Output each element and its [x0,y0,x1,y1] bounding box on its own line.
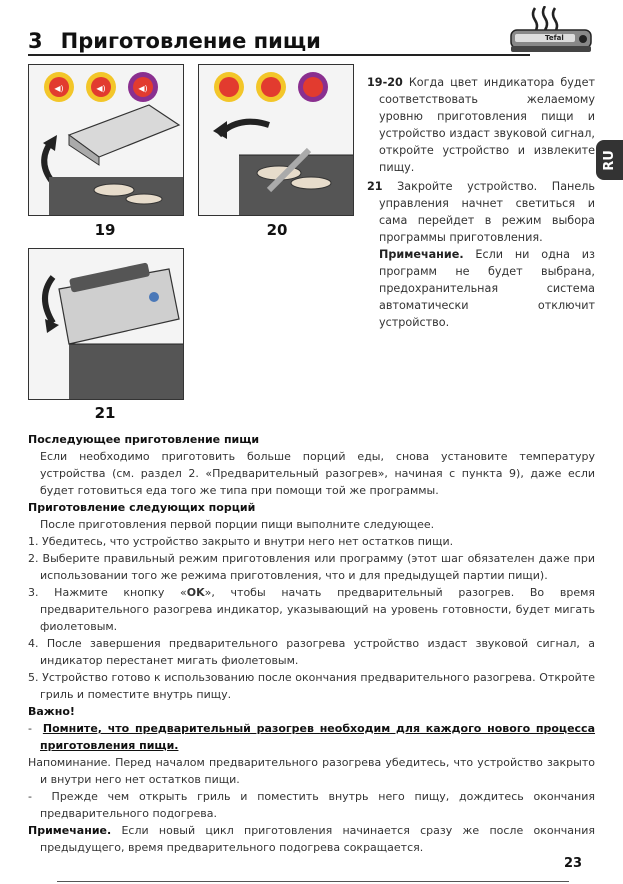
figure-20-label: 20 [266,221,288,239]
body-text [28,431,595,856]
list-item: 3. Нажмите кнопку «OK», чтобы начать предварительный разогрев. Во время предварительного разогрева индикатор, указывающий на уровень готовности, будет мигать фиолетовым. [28,586,595,633]
figure-20 [198,64,354,216]
grill-logo-text: Tefal [545,34,564,42]
reminder-text: Напоминание. Перед началом предварительного разогрева убедитесь, что устройство закрыто и внутри него нет остатков пищи. [28,756,595,786]
figure-19-label: 19 [94,221,116,239]
header-rule [28,54,530,56]
following-heading: Приготовление следующих порций [28,501,256,514]
ok-button-ref: OK [186,586,205,599]
step-21: 21 Закройте устройство. Панель управления начнет светиться и сама перейдет в режим выбора программы приготовления. [367,180,595,244]
section-number: 3 [28,29,43,53]
steps-column [367,74,595,176]
section-title: Приготовление пищи [60,29,321,53]
subsequent-heading: Последующее приготовление пищи [28,433,260,446]
list-item: 5. Устройство готово к использованию после окончания предварительного разогрева. Откройте гриль и поместите внутрь пищу. [28,671,595,701]
list-item: 4. После завершения предварительного разогрева устройство издаст звуковой сигнал, а индикатор перестанет мигать фиолетовым. [28,637,595,667]
figure-21-label: 21 [94,404,116,422]
important-item: - Помните, что предварительный разогрев необходим для каждого нового процесса приготовления пищи. [28,722,596,752]
step-21-note: Примечание. Если ни одна из программ не будет выбрана, предохранительная система автоматически отключит устройство. [379,248,595,329]
svg-text:◀): ◀) [138,84,148,93]
reminder-item: - Прежде чем открыть гриль и поместить внутрь него пищу, дождитесь окончания предварительного подогрева. [28,790,595,820]
figure-21 [28,248,184,400]
subsequent-text: Если необходимо приготовить больше порций еды, снова установите температуру устройства (см. раздел 2. «Предварительный разогрев», начиная с пункта 9), даже если будет готовиться еда того же типа при помощи той же программы. [40,450,595,497]
list-item: 2. Выберите правильный режим приготовления или программу (этот шаг обязателен даже при использовании того же режима приготовления, что и для предыдущей партии пищи). [28,552,595,582]
final-note: Примечание. Если новый цикл приготовления начинается сразу же после окончания предыдущего, время предварительного подогрева сокращается. [28,824,595,854]
step-19-20: 19-20 Когда цвет индикатора будет соответствовать желаемому уровню приготовления пищи и устройство издаст звуковой сигнал, откройте устройство и извлеките пищу. [367,76,595,174]
language-tab: RU [596,140,623,180]
page-number: 23 [564,856,583,871]
figure-19 [28,64,184,216]
important-heading: Важно! [28,705,75,718]
grill-logo-illustration [505,6,595,54]
footer-rule [57,881,569,882]
step-21-block [367,178,595,331]
list-item: 1. Убедитесь, что устройство закрыто и внутри него нет остатков пищи. [28,535,454,548]
page-title [28,29,321,53]
following-intro: После приготовления первой порции пищи выполните следующее. [40,518,435,531]
svg-text:◀): ◀) [96,84,106,93]
svg-text:◀): ◀) [54,84,64,93]
